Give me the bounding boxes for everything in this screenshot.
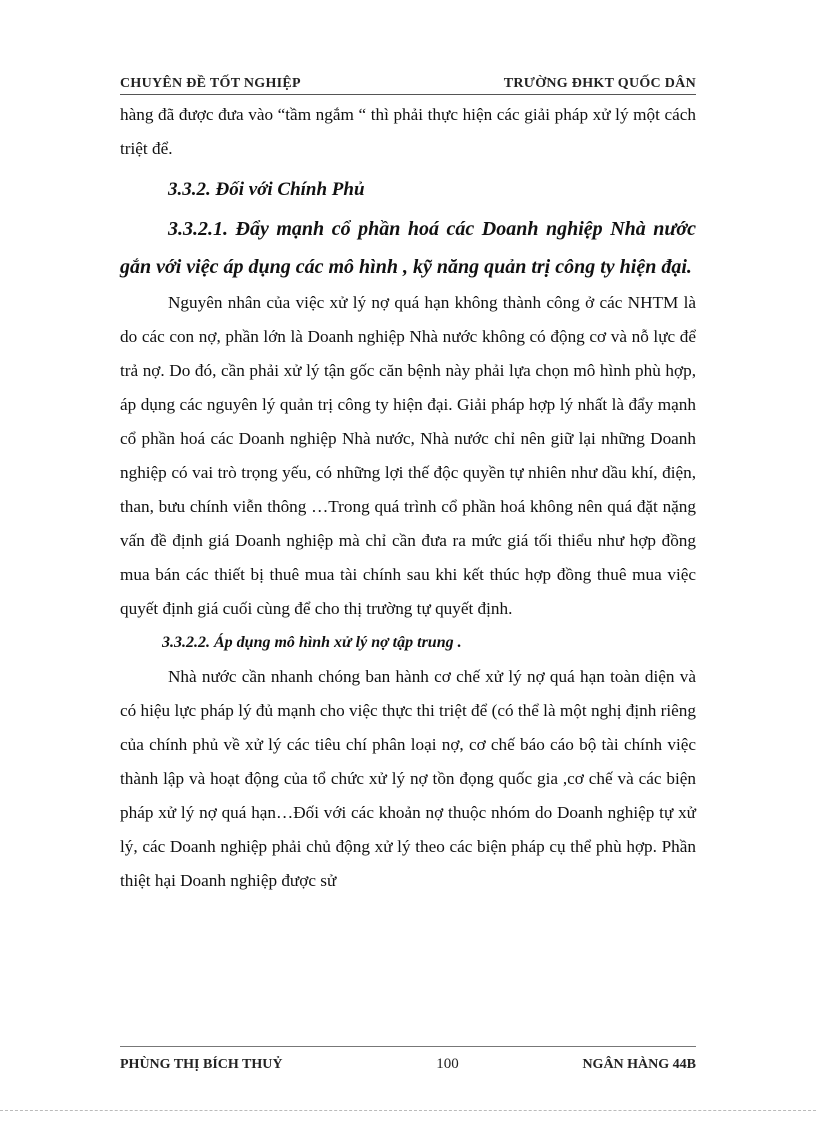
header-title-left: CHUYÊN ĐỀ TỐT NGHIỆP — [120, 76, 301, 91]
footer-author: PHÙNG THỊ BÍCH THUỶ — [120, 1057, 283, 1072]
section-heading: 3.3.2. Đối với Chính Phủ — [168, 179, 365, 200]
page-header — [120, 68, 696, 95]
page-number: 100 — [436, 1056, 459, 1072]
intro-paragraph: hàng đã được đưa vào “tầm ngắm “ thì phải thực hiện các giải pháp xử lý một cách triệt để. — [120, 105, 696, 158]
page-footer — [120, 1046, 696, 1073]
page-bottom-divider — [0, 1110, 816, 1111]
footer-class: NGÂN HÀNG 44B — [582, 1057, 696, 1072]
subsection-2-paragraph: Nhà nước cần nhanh chóng ban hành cơ chế xử lý nợ quá hạn toàn diện và có hiệu lực pháp lý đủ mạnh cho việc thực thi triệt để (có thể là một nghị định riêng của chính phủ về xử lý các tiêu chí phân loại nợ, cơ chế báo cáo bộ tài chính việc thành lập và hoạt động của tổ chức xử lý nợ tồn đọng quốc gia ,cơ chế và các biện pháp xử lý nợ quá hạn…Đối với các khoản nợ thuộc nhóm do Doanh nghiệp tự xử lý, các Doanh nghiệp phải chủ động xử lý theo các biện pháp cụ thể phù hợp. Phần thiệt hại Doanh nghiệp được sử — [120, 667, 696, 890]
subsection-1-heading: 3.3.2.1. Đẩy mạnh cổ phần hoá các Doanh nghiệp Nhà nước gắn với việc áp dụng các mô hình , kỹ năng quản trị công ty hiện đại. — [120, 218, 696, 278]
subsection-2-heading: 3.3.2.2. Áp dụng mô hình xử lý nợ tập trung . — [162, 634, 462, 651]
header-title-right: TRƯỜNG ĐHKT QUỐC DÂN — [503, 76, 696, 91]
document-body — [120, 98, 696, 898]
subsection-1-paragraph: Nguyên nhân của việc xử lý nợ quá hạn không thành công ở các NHTM là do các con nợ, phần lớn là Doanh nghiệp Nhà nước không có động cơ và nỗ lực để trả nợ. Do đó, cần phải xử lý tận gốc căn bệnh này phải lựa chọn mô hình phù hợp, áp dụng các nguyên lý quản trị công ty hiện đại. Giải pháp hợp lý nhất là đẩy mạnh cổ phần hoá các Doanh nghiệp Nhà nước, Nhà nước chỉ nên giữ lại những Doanh nghiệp có vai trò trọng yếu, có những lợi thế độc quyền tự nhiên như dầu khí, điện, than, bưu chính viễn thông …Trong quá trình cổ phần hoá không nên quá đặt nặng vấn đề định giá Doanh nghiệp mà chỉ cần đưa ra mức giá tối thiểu như hợp đồng mua bán các thiết bị thuê mua tài chính sau khi kết thúc hợp đồng thuê mua việc quyết định giá cuối cùng để cho thị trường tự quyết định. — [120, 293, 696, 618]
